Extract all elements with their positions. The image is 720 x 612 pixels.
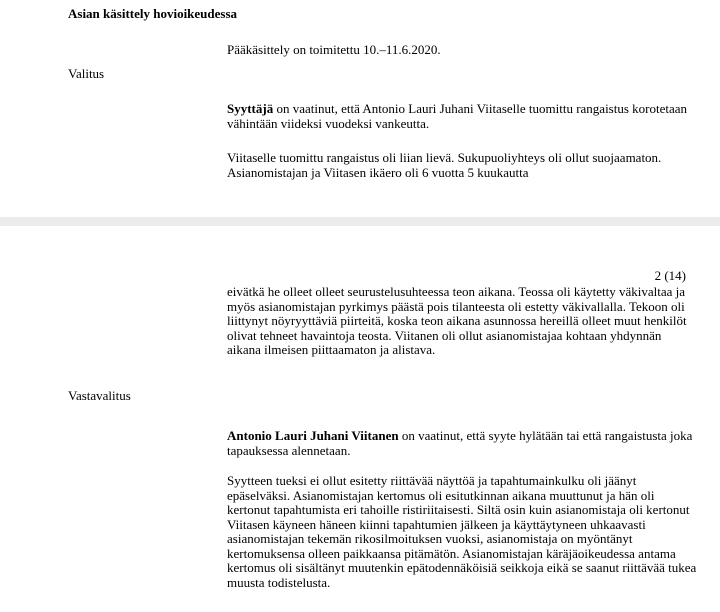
document-page-1 xyxy=(0,0,720,217)
page-separator xyxy=(0,217,720,226)
prosecutor-claim-paragraph xyxy=(227,102,697,131)
prosecutor-party-name: Syyttäjä xyxy=(227,101,274,116)
prosecutor-reason-paragraph: Viitaselle tuomittu rangaistus oli liian lievä. Sukupuoliyhteys oli ollut suojaamaton. Asianomistajan ja Viitasen ikäero oli 6 vuotta 5 kuukautta xyxy=(227,150,662,180)
hearing-date-text: Pääkäsittely on toimitettu 10.–11.6.2020. xyxy=(227,42,441,57)
prosecutor-claim-text: on vaatinut, että Antonio Lauri Juhani Viitaselle tuomittu rangaistus korotetaan vähintään viideksi vuodeksi vankeutta. xyxy=(227,101,688,131)
defendant-party-name: Antonio Lauri Juhani Viitanen xyxy=(227,428,399,443)
section-heading: Asian käsittely hovioikeudessa xyxy=(68,6,238,21)
page-number: 2 (14) xyxy=(654,268,686,283)
continuation-paragraph: eivätkä he olleet olleet seurustelusuhteessa teon aikana. Teossa oli käytetty väkivaltaa ja myös asianomistajan pyrkimys päästä pois tilanteesta oli estetty väkivallalla. Tekoon oli liittynyt nöyryyttäviä piirteitä, koska teon aikana asunnossa hereillä olleet muut henkilöt olivat tehneet havaintoja teosta. Viitanen oli ollut asianomistajaa kohtaan yhdynnän aikana ilmeisen piittaamaton ja alistava. xyxy=(227,284,687,357)
document-page-2 xyxy=(0,226,720,612)
appeal-label: Valitus xyxy=(68,66,105,81)
defendant-claim-paragraph xyxy=(227,429,697,458)
evidence-paragraph: Syytteen tueksi ei ollut esitetty riittävää näyttöä ja tapahtumainkulku oli jäänyt epäselväksi. Asianomistajan kertomus oli esitutkinnan aikana muuttunut ja hän oli kertonut tapahtumista eri tahoille ristiriitaisesti. Siltä osin kuin asianomistaja oli kertonut Viitasen käyneen häneen kiinni tapahtumien jälkeen ja käyttäytyneen uhkaavasti asianomistajan tekemän rikosilmoituksen vuoksi, asianomistaja on myöntänyt kertomuksensa olleen paikkaansa pitämätön. Asianomistajan käräjäoikeudessa antama kertomus oli sisältänyt muutenkin epätodennäköisiä seikkoja eikä se saanut riittävää tukea muusta todistelusta. xyxy=(227,473,697,590)
defendant-claim-text: on vaatinut, että syyte hylätään tai että rangaistusta joka tapauksessa alennetaan. xyxy=(227,428,693,458)
counter-appeal-label: Vastavalitus xyxy=(68,388,131,403)
